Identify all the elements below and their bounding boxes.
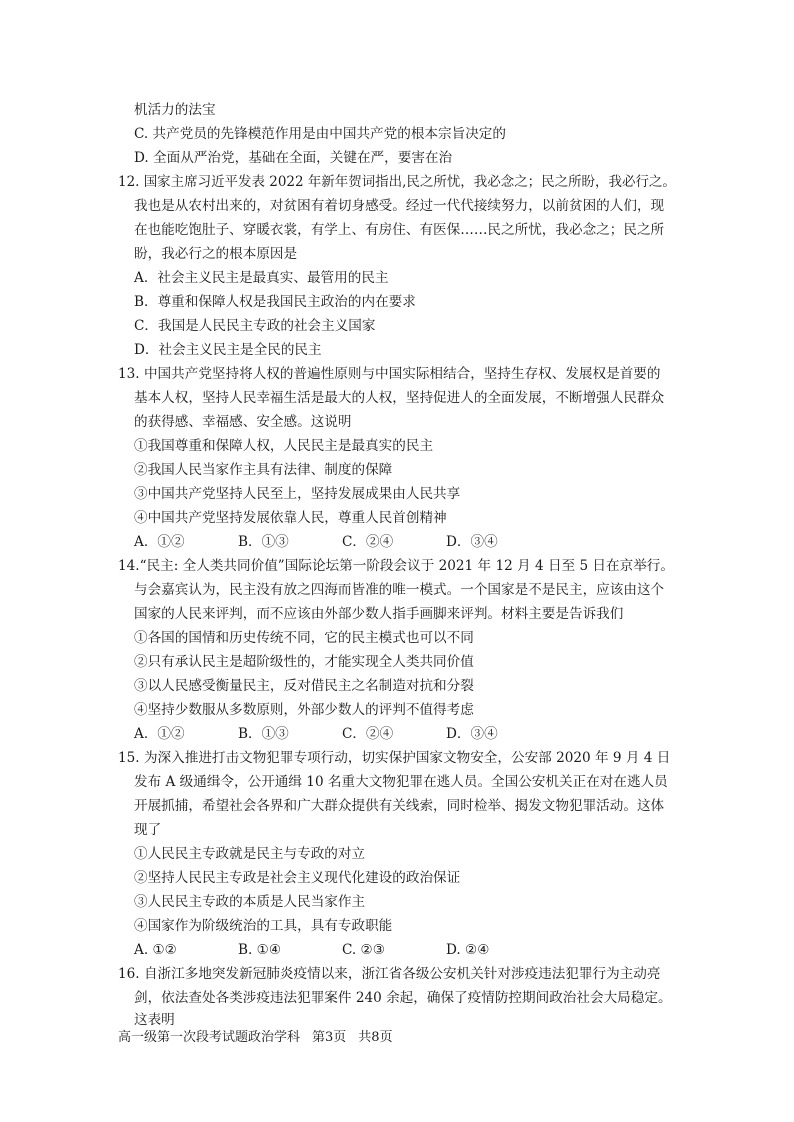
q14-stem-line-1: 14.“民主: 全人类共同价值”国际论坛第一阶段会议于 2021 年 12 月 4 日至 5 日在京举行。: [118, 558, 674, 574]
q15-item-2: ②坚持人民民主专政是社会主义现代化建设的政治保证: [134, 870, 461, 886]
q14-choice-d: D．③④: [446, 726, 498, 742]
q15-choice-d: D. ②④: [446, 942, 490, 958]
q13-stem-line-1: 13. 中国共产党坚持将人权的普遍性原则与中国实际相结合，坚持生存权、发展权是首要的: [118, 366, 661, 382]
q12-stem-line-4: 盼，我必行之的根本原因是: [134, 246, 298, 262]
q12-stem-line-1: 12. 国家主席习近平发表 2022 年新年贺词指出,民之所忧，我必念之；民之所盼，我必行之。: [118, 174, 676, 190]
q14-stem-line-2: 与会嘉宾认为，民主没有放之四海而皆准的唯一模式。一个国家是不是民主，应该由这个: [134, 582, 665, 598]
q12-option-d: D．社会主义民主是全民的民主: [134, 342, 322, 358]
q15-choice-c: C. ②③: [342, 942, 385, 958]
q15-stem-line-3: 开展抓捕，希望社会各界和广大群众提供有关线索，同时检举、揭发文物犯罪活动。这体: [134, 798, 665, 814]
footer-page-number: 第3页: [312, 1030, 347, 1045]
prev-option-c: C. 共产党员的先锋模范作用是由中国共产党的根本宗旨决定的: [134, 126, 506, 142]
q14-stem-line-3: 国家的人民来评判，而不应该由外部少数人指手画脚来评判。材料主要是告诉我们: [134, 606, 624, 622]
q15-stem-line-1: 15. 为深入推进打击文物犯罪专项行动，切实保护国家文物安全，公安部 2020 年 9 月 4 日: [118, 750, 671, 766]
q13-item-2: ②我国人民当家作主具有法律、制度的保障: [134, 462, 393, 478]
q15-choice-a: A. ①②: [134, 942, 177, 958]
q12-option-b: B．尊重和保障人权是我国民主政治的内在要求: [134, 294, 416, 310]
q13-choice-a: A．①②: [134, 534, 185, 550]
q12-stem-line-2: 我也是从农村出来的，对贫困有着切身感受。经过一代代接续努力，以前贫困的人们，现: [134, 198, 665, 214]
q13-stem-line-2: 基本人权，坚持人民幸福生活是最大的人权，坚持促进人的全面发展，不断增强人民群众: [134, 390, 665, 406]
q13-choice-d: D．③④: [446, 534, 498, 550]
q14-choice-c: C．②④: [342, 726, 394, 742]
q16-stem-line-3: 这表明: [134, 1012, 175, 1028]
q13-item-1: ①我国尊重和保障人权，人民民主是最真实的民主: [134, 438, 434, 454]
q13-item-3: ③中国共产党坚持人民至上，坚持发展成果由人民共享: [134, 486, 461, 502]
q14-item-4: ④坚持少数服从多数原则，外部少数人的评判不值得考虑: [134, 702, 474, 718]
q15-item-3: ③人民民主专政的本质是人民当家作主: [134, 894, 366, 910]
prev-question-continuation: 机活力的法宝: [134, 102, 216, 118]
q15-item-4: ④国家作为阶级统治的工具，具有专政职能: [134, 918, 393, 934]
q12-stem-line-3: 在也能吃饱肚子、穿暖衣裳，有学上、有房住、有医保……民之所忧，我必念之；民之所: [134, 222, 665, 238]
q14-item-1: ①各国的国情和历史传统不同，它的民主模式也可以不同: [134, 630, 474, 646]
q15-stem-line-2: 发布 A 级通缉令，公开通缉 10 名重大文物犯罪在逃人员。全国公安机关正在对在逃人员: [134, 774, 668, 790]
q14-item-3: ③以人民感受衡量民主，反对借民主之名制造对抗和分裂: [134, 678, 474, 694]
q16-stem-line-2: 剑，依法查处各类涉疫违法犯罪案件 240 余起，确保了疫情防控期间政治社会大局稳定。: [134, 990, 672, 1006]
q13-choice-b: B．①③: [238, 534, 289, 550]
q14-choice-b: B．①③: [238, 726, 289, 742]
page-footer: [118, 1026, 405, 1045]
q15-item-1: ①人民民主专政就是民主与专政的对立: [134, 846, 366, 862]
footer-total-pages: 共8页: [358, 1030, 393, 1045]
q13-choice-c: C．②④: [342, 534, 394, 550]
q15-choice-b: B. ①④: [238, 942, 282, 958]
q13-item-4: ④中国共产党坚持发展依靠人民，尊重人民首创精神: [134, 510, 447, 526]
q16-stem-line-1: 16. 自浙江多地突发新冠肺炎疫情以来，浙江省各级公安机关针对涉疫违法犯罪行为主动亮: [118, 966, 661, 982]
q13-stem-line-3: 的获得感、幸福感、安全感。这说明: [134, 414, 352, 430]
q12-option-c: C．我国是人民民主专政的社会主义国家: [134, 318, 376, 334]
footer-exam-title: 高一级第一次段考试题政治学科: [118, 1030, 301, 1045]
q13-choices: [134, 532, 498, 552]
q12-option-a: A．社会主义民主是最真实、最管用的民主: [134, 270, 389, 286]
prev-option-d: D. 全面从严治党，基础在全面，关键在严，要害在治: [134, 150, 453, 166]
q14-choice-a: A．①②: [134, 726, 185, 742]
q14-item-2: ②只有承认民主是超阶级性的，才能实现全人类共同价值: [134, 654, 474, 670]
q14-choices: [134, 724, 498, 744]
q15-choices: [134, 940, 489, 960]
q15-stem-line-4: 现了: [134, 822, 162, 838]
